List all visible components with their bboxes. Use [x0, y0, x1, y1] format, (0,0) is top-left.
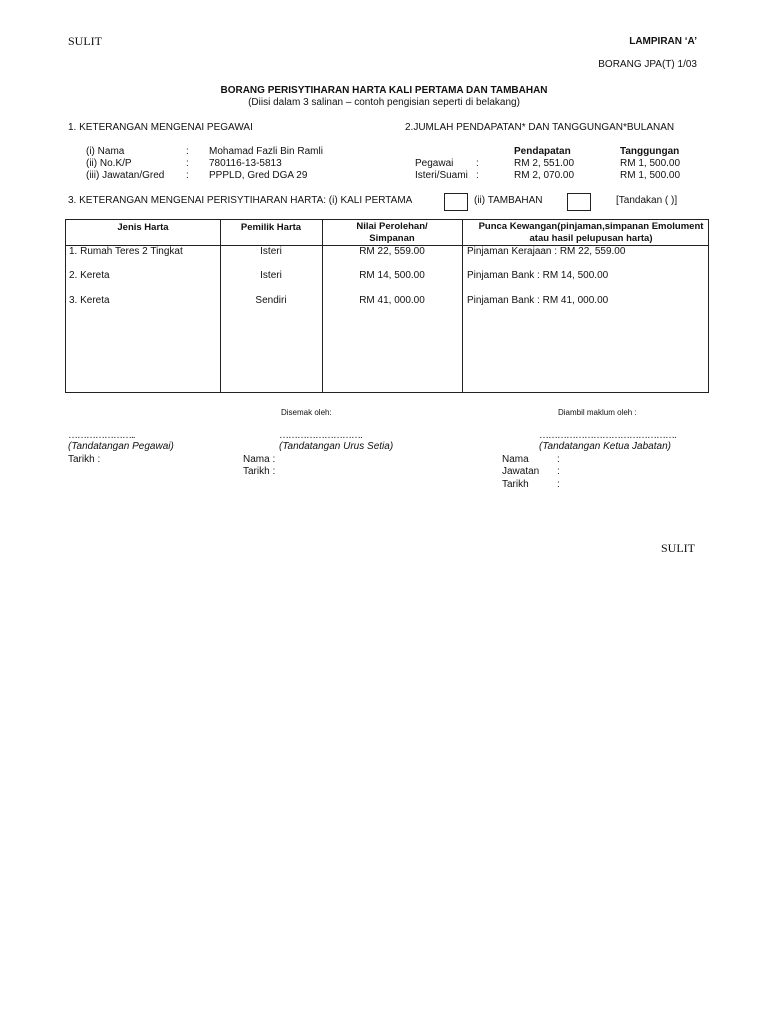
nokp-colon: : [186, 158, 189, 169]
tambahan-label: (ii) TAMBAHAN [474, 195, 543, 206]
sig-urus-setia-label: (Tandatangan Urus Setia) [279, 441, 394, 452]
pegawai-colon: : [476, 158, 479, 169]
nama-label: (i) Nama [86, 146, 125, 157]
tarikh-pegawai: Tarikh : [68, 454, 101, 465]
col-pemilik-harta: Pemilik Harta [240, 222, 302, 233]
tambahan-checkbox[interactable] [567, 193, 591, 211]
diambil-label: Diambil maklum oleh : [558, 408, 637, 417]
cell-punca: Pinjaman Bank : RM 41, 000.00 [467, 295, 609, 306]
pendapatan-header: Pendapatan [514, 146, 571, 157]
pegawai-pendapatan: RM 2, 551.00 [514, 158, 575, 169]
pegawai-label: Pegawai [415, 158, 454, 169]
cell-nilai: RM 22, 559.00 [359, 246, 425, 257]
section1-heading: 1. KETERANGAN MENGENAI PEGAWAI [68, 122, 253, 133]
cell-nilai: RM 41, 000.00 [359, 295, 425, 306]
nama-urus-setia: Nama : [243, 454, 276, 465]
section3-heading: 3. KETERANGAN MENGENAI PERISYTIHARAN HARTA: (i) KALI PERTAMA [68, 195, 413, 206]
form-title: BORANG PERISYTIHARAN HARTA KALI PERTAMA DAN TAMBAHAN [220, 85, 548, 96]
sulit-top-label: SULIT [68, 34, 102, 48]
pegawai-tanggungan: RM 1, 500.00 [620, 158, 681, 169]
borang-code: BORANG JPA(T) 1/03 [598, 59, 697, 70]
jawatan-ketua-label: Jawatan [502, 466, 540, 477]
cell-pemilik: Sendiri [255, 295, 287, 306]
cell-jenis: 3. Kereta [69, 295, 110, 306]
cell-punca: Pinjaman Kerajaan : RM 22, 559.00 [467, 246, 626, 257]
lampiran-label: LAMPIRAN ‘A’ [629, 36, 697, 47]
col-punca-kewangan: Punca Kewangan(pinjaman,simpanan Emolument atau hasil pelupusan harta) [478, 221, 704, 244]
cell-punca: Pinjaman Bank : RM 14, 500.00 [467, 270, 609, 281]
disemak-label: Disemak oleh: [281, 408, 332, 417]
harta-table [65, 219, 709, 393]
isteri-colon: : [476, 170, 479, 181]
cell-pemilik: Isteri [260, 246, 282, 257]
signature-line-ketua: ………………………………………. [539, 430, 676, 441]
tarikh-urus-setia: Tarikh : [243, 466, 276, 477]
isteri-pendapatan: RM 2, 070.00 [514, 170, 575, 181]
jawatan-ketua-colon: : [557, 466, 560, 477]
tanggungan-header: Tanggungan [620, 146, 680, 157]
cell-pemilik: Isteri [260, 270, 282, 281]
nama-value: Mohamad Fazli Bin Ramli [209, 146, 323, 157]
tarikh-ketua-label: Tarikh [502, 479, 529, 490]
section2-heading: 2.JUMLAH PENDAPATAN* DAN TANGGUNGAN*BULANAN [405, 122, 675, 133]
form-subtitle: (Diisi dalam 3 salinan – contoh pengisian seperti di belakang) [248, 97, 520, 108]
sig-pegawai-label: (Tandatangan Pegawai) [68, 441, 174, 452]
cell-jenis: 1. Rumah Teres 2 Tingkat [69, 246, 183, 257]
nama-ketua-colon: : [557, 454, 560, 465]
cell-nilai: RM 14, 500.00 [359, 270, 425, 281]
kali-pertama-checkbox[interactable] [444, 193, 468, 211]
sig-ketua-label: (Tandatangan Ketua Jabatan) [539, 441, 671, 452]
nama-ketua-label: Nama [502, 454, 529, 465]
tandakan-note: [Tandakan ( )] [616, 195, 678, 206]
tarikh-ketua-colon: : [557, 479, 560, 490]
signature-line-urus-setia: ………………………. [279, 430, 362, 441]
jawatan-colon: : [186, 170, 189, 181]
col-jenis-harta: Jenis Harta [117, 222, 169, 233]
nokp-value: 780116-13-5813 [209, 158, 282, 169]
signature-line-pegawai: ………………….. [68, 430, 135, 441]
jawatan-label: (iii) Jawatan/Gred [86, 170, 165, 181]
nokp-label: (ii) No.K/P [86, 158, 132, 169]
col-nilai-perolehan: Nilai Perolehan/ Simpanan [356, 221, 428, 244]
cell-jenis: 2. Kereta [69, 270, 110, 281]
jawatan-value: PPPLD, Gred DGA 29 [209, 170, 308, 181]
sulit-bottom-label: SULIT [661, 541, 695, 555]
isteri-tanggungan: RM 1, 500.00 [620, 170, 681, 181]
isteri-label: Isteri/Suami [415, 170, 468, 181]
nama-colon: : [186, 146, 189, 157]
